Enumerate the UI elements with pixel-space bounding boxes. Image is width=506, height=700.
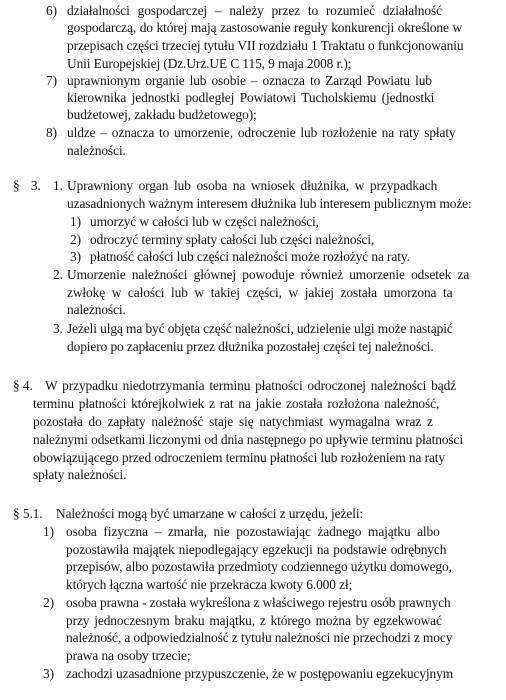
sub-item-marker: 3) xyxy=(70,249,81,264)
list-item-line: przepisach części trzeciej tytułu VII rozdziału 1 Traktatu o funkcjonowaniu xyxy=(67,38,464,53)
list-item-line: budżetowej, zakładu budżetowego); xyxy=(67,107,257,122)
paragraph-marker: 3. xyxy=(53,321,63,336)
list-item-line: należności. xyxy=(67,143,126,158)
sub-item-text: odroczyć terminy spłaty całości lub części należności, xyxy=(90,232,375,247)
paragraph-line: dopiero po zapłaceniu przez dłużnika pozostałej części tej należności. xyxy=(67,339,434,354)
list-item-marker: 7) xyxy=(46,73,57,88)
paragraph-line: pozostała do zapłaty należność staje się natychmiast wymagalna wraz z xyxy=(33,414,433,429)
list-item-line: osoba prawna - została wykreślona z właściwego rejestru osób prawnych xyxy=(66,595,451,610)
list-item-marker: 1) xyxy=(43,524,54,539)
paragraph-marker: 2. xyxy=(53,267,63,282)
list-item-line: prawa na osoby trzecie; xyxy=(66,648,191,663)
paragraph-line: obowiązującego przed odroczeniem terminu płatności lub rozłożeniem na raty xyxy=(33,450,446,465)
sub-item-marker: 2) xyxy=(70,232,81,247)
paragraph-line: uzasadnionych ważnym interesem dłużnika lub interesem publicznym może: xyxy=(67,196,472,211)
list-item-line: przy jednoczesnym braku majątku, z którego można by egzekwować xyxy=(66,613,442,628)
list-item-line: których łączna wartość nie przekracza kwoty 6.000 zł; xyxy=(66,577,353,592)
list-item-line: osoba fizyczna – zmarła, nie pozostawiając żadnego majątku albo xyxy=(66,524,440,539)
paragraph-line: W przypadku niedotrzymania terminu płatności odroczonej należności bądź xyxy=(45,378,457,393)
paragraph-line: należnymi odsetkami liczonymi od dnia następnego po upływie terminu płatności xyxy=(33,432,464,447)
sub-item-text: płatność całości lub części należności może rozłożyć na raty. xyxy=(90,249,410,264)
list-item-line: zachodzi uzasadnione przypuszczenie, że w postępowaniu egzekucyjnym xyxy=(66,666,454,681)
paragraph-line: terminu płatności którejkolwiek z rat na jakie została rozłożona należność, xyxy=(33,396,440,411)
section-marker: § 5.1. xyxy=(13,506,43,521)
list-item-line: kierownika jednostki podległej Powiatowi Tucholskiemu (jednostki xyxy=(67,90,435,105)
list-item-line: działalności gospodarczej – należy przez to rozumieć działalność xyxy=(67,3,442,18)
list-item-line: pozostawiła majątek niepodlegający egzekucji na podstawie odrębnych xyxy=(66,542,447,557)
paragraph-line: Uprawniony organ lub osoba na wniosek dłużnika, w przypadkach xyxy=(67,178,438,193)
paragraph-marker: 1. xyxy=(53,178,63,193)
list-item-marker: 8) xyxy=(46,125,57,140)
list-item-line: Unii Europejskiej (Dz.Urz.UE C 115, 9 maja 2008 r.); xyxy=(67,56,352,71)
list-item-marker: 3) xyxy=(43,666,54,681)
paragraph-line: Należności mogą być umarzane w całości z urzędu, jeżeli: xyxy=(56,506,364,521)
paragraph-line: Umorzenie należności głównej powoduje również umorzenie odsetek za xyxy=(67,267,470,282)
list-item-line: uprawnionym organie lub osobie – oznacza to Zarząd Powiatu lub xyxy=(67,73,432,88)
sub-item-text: umorzyć w całości lub w części należności, xyxy=(90,214,319,229)
paragraph-line: Jeżeli ulgą ma być objęta część należności, udzielenie ulgi może nastąpić xyxy=(67,321,453,336)
list-item-line: należność, a odpowiedzialność z tytułu należności nie przechodzi z mocy xyxy=(66,630,453,645)
paragraph-line: spłaty należności. xyxy=(33,467,127,482)
sub-item-marker: 1) xyxy=(70,214,81,229)
paragraph-line: należności. xyxy=(67,302,126,317)
list-item-line: uldze – oznacza to umorzenie, odroczenie lub rozłożenie na raty spłaty xyxy=(67,125,456,140)
list-item-line: przepisów, albo pozostawiła przedmioty codziennego użytku domowego, xyxy=(66,559,452,574)
list-item-marker: 6) xyxy=(46,3,57,18)
list-item-marker: 2) xyxy=(43,595,54,610)
paragraph-line: zwłokę w całości lub w takiej części, w jakiej została umorzona ta xyxy=(67,285,453,300)
section-marker: § 3. xyxy=(13,178,41,193)
list-item-line: gospodarczą, do której mają zastosowanie reguły konkurencji określone w xyxy=(67,20,463,35)
section-marker: § 4. xyxy=(13,378,33,393)
